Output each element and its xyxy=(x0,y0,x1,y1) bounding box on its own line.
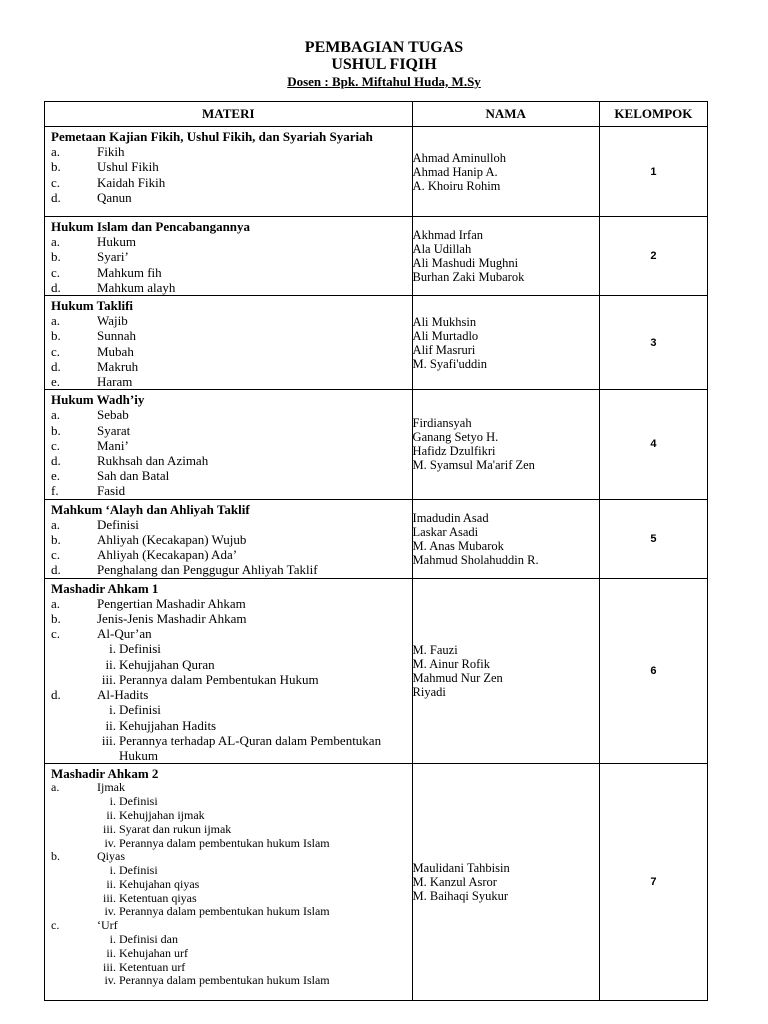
sub-item xyxy=(51,947,408,961)
sub-item-text: Perannya dalam pembentukan hukum Islam xyxy=(119,904,330,919)
list-item-letter: d. xyxy=(51,687,61,703)
sub-item xyxy=(51,892,408,906)
list-item xyxy=(51,611,408,626)
sub-item-text: Ketentuan qiyas xyxy=(119,890,197,905)
list-item-text: Sunnah xyxy=(97,328,136,344)
sub-item-text: Kehujjahan Quran xyxy=(119,656,215,672)
topic-title: Hukum Islam dan Pencabangannya xyxy=(51,219,251,234)
list-item-text: Ahliyah (Kecakapan) Wujub xyxy=(97,532,247,548)
group-number: 3 xyxy=(599,296,707,390)
names-cell xyxy=(412,127,599,217)
list-item-letter: b. xyxy=(51,159,61,175)
list-item xyxy=(51,453,408,468)
list-item xyxy=(51,781,408,795)
list-item-text: Ushul Fikih xyxy=(97,159,159,175)
sub-item xyxy=(51,641,408,656)
member-name: Maulidani Tahbisin xyxy=(412,861,510,876)
sub-item-text: Perannya dalam Pembentukan Hukum xyxy=(119,671,319,687)
sub-item-text: Definisi xyxy=(119,863,158,878)
table-row xyxy=(45,390,708,499)
member-name: Mahmud Nur Zen xyxy=(412,670,503,685)
list-item xyxy=(51,547,408,562)
list-item-text: Al-Qur’an xyxy=(97,626,152,642)
list-item-letter: b. xyxy=(51,611,61,627)
sub-item-numeral: i. xyxy=(109,794,116,809)
member-name: Akhmad Irfan xyxy=(412,228,484,242)
names-cell xyxy=(412,217,599,296)
sub-item-numeral: iii. xyxy=(101,671,116,687)
sub-item-numeral: iii. xyxy=(102,821,116,836)
list-item-letter: b. xyxy=(51,532,61,548)
list-item xyxy=(51,313,408,328)
materi-cell xyxy=(45,127,413,217)
table-body xyxy=(45,127,708,1001)
topic-title: Mashadir Ahkam 1 xyxy=(51,580,159,596)
sub-item-text: Kehujjahan ijmak xyxy=(119,807,205,822)
column-header-materi: MATERI xyxy=(45,102,413,127)
list-item xyxy=(51,483,408,498)
list-item-letter: b. xyxy=(51,328,61,344)
topic-title: Mashadir Ahkam 2 xyxy=(51,766,159,782)
sub-item-text: Kehujahan qiyas xyxy=(119,876,200,891)
list-item-letter: d. xyxy=(51,279,61,295)
group-number: 6 xyxy=(599,578,707,763)
column-header-kelompok: KELOMPOK xyxy=(599,102,707,127)
document-title: PEMBAGIAN TUGAS xyxy=(304,39,464,56)
list-item-text: Mubah xyxy=(97,343,134,359)
list-item-text: Hukum xyxy=(97,234,136,250)
list-item-text: Pengertian Mashadir Ahkam xyxy=(97,595,246,611)
list-item-letter: c. xyxy=(51,918,60,933)
member-name: M. Syamsul Ma'arif Zen xyxy=(412,458,535,473)
sub-item-numeral: i. xyxy=(109,702,116,718)
member-name: Firdiansyah xyxy=(412,416,472,431)
list-item-letter: c. xyxy=(51,437,61,453)
list-item xyxy=(51,407,408,422)
names-cell xyxy=(412,578,599,763)
topic-title: Hukum Wadh’iy xyxy=(51,392,145,408)
member-name: Ali Mukhsin xyxy=(412,314,477,329)
names-cell xyxy=(412,764,599,1001)
member-name: M. Anas Mubarok xyxy=(412,538,504,553)
sub-item xyxy=(51,672,408,687)
table-row xyxy=(45,499,708,578)
sub-item-numeral: ii. xyxy=(105,717,116,733)
group-number: 2 xyxy=(599,217,707,296)
list-item xyxy=(51,265,408,280)
list-item xyxy=(51,517,408,532)
member-name: Alif Masruri xyxy=(412,342,476,357)
list-item-letter: a. xyxy=(51,234,61,250)
table-row xyxy=(45,764,708,1001)
list-item-letter: d. xyxy=(51,453,61,469)
table-row xyxy=(45,296,708,390)
member-name: Ali Murtadlo xyxy=(412,328,479,343)
names-cell xyxy=(412,296,599,390)
sub-item-text: Perannya terhadap AL-Quran dalam Pembentukan Hukum xyxy=(119,732,382,763)
list-item xyxy=(51,159,408,174)
sub-item xyxy=(51,733,408,763)
list-item-letter: c. xyxy=(51,343,61,359)
list-item xyxy=(51,626,408,641)
table-row xyxy=(45,217,708,296)
sub-item-numeral: ii. xyxy=(106,876,116,891)
list-item-text: Syarat xyxy=(97,422,131,438)
group-number: 4 xyxy=(599,390,707,499)
materi-cell xyxy=(45,578,413,763)
list-item-letter: b. xyxy=(51,849,60,864)
sub-item-numeral: iii. xyxy=(101,732,116,748)
sub-item-text: Definisi xyxy=(119,702,161,718)
list-item-text: Rukhsah dan Azimah xyxy=(97,453,209,469)
list-item-letter: a. xyxy=(51,780,60,795)
names-cell xyxy=(412,390,599,499)
group-number: 7 xyxy=(599,764,707,1001)
sub-item-numeral: iii. xyxy=(102,959,116,974)
member-name: Ahmad Hanip A. xyxy=(412,164,498,179)
sub-item-numeral: i. xyxy=(109,932,116,947)
list-item xyxy=(51,374,408,389)
member-name: M. Baihaqi Syukur xyxy=(412,889,509,904)
materi-cell xyxy=(45,764,413,1001)
table-header-row xyxy=(45,102,708,127)
sub-item-text: Kehujjahan Hadits xyxy=(119,717,217,733)
table-row xyxy=(45,578,708,763)
sub-item-text: Definisi xyxy=(119,641,161,657)
list-item-letter: a. xyxy=(51,144,61,160)
list-item-text: Sah dan Batal xyxy=(97,468,170,484)
list-item xyxy=(51,850,408,864)
sub-item xyxy=(51,961,408,975)
sub-item-numeral: i. xyxy=(109,641,116,657)
list-item-text: Sebab xyxy=(97,407,129,423)
list-item xyxy=(51,423,408,438)
list-item-text: Definisi xyxy=(97,516,139,532)
list-item-text: Qanun xyxy=(97,189,132,205)
sub-item xyxy=(51,795,408,809)
list-item xyxy=(51,344,408,359)
list-item-letter: a. xyxy=(51,516,61,532)
list-item-letter: c. xyxy=(51,174,61,190)
member-name: A. Khoiru Rohim xyxy=(412,178,501,193)
list-item-letter: f. xyxy=(51,483,59,499)
materi-cell xyxy=(45,296,413,390)
group-number: 1 xyxy=(599,127,707,217)
list-item-letter: a. xyxy=(51,595,61,611)
list-item-text: Kaidah Fikih xyxy=(97,174,166,190)
sub-item-numeral: iv. xyxy=(104,904,116,919)
list-item xyxy=(51,562,408,577)
member-name: Ahmad Aminulloh xyxy=(412,150,506,165)
list-item-text: Wajib xyxy=(97,313,128,329)
member-name: M. Kanzul Asror xyxy=(412,875,497,890)
list-item-letter: b. xyxy=(51,422,61,438)
member-name: Hafidz Dzulfikri xyxy=(412,444,496,459)
list-item-text: Makruh xyxy=(97,358,139,374)
list-item-letter: c. xyxy=(51,547,61,563)
group-number: 5 xyxy=(599,499,707,578)
list-item-letter: d. xyxy=(51,189,61,205)
list-item-text: Qiyas xyxy=(97,849,125,864)
table-row xyxy=(45,127,708,217)
list-item xyxy=(51,328,408,343)
list-item xyxy=(51,280,408,295)
list-item xyxy=(51,438,408,453)
list-item-text: Al-Hadits xyxy=(97,687,149,703)
lecturer-line: Dosen : Bpk. Miftahul Huda, M.Sy xyxy=(287,74,481,89)
sub-item-text: Perannya dalam pembentukan hukum Islam xyxy=(119,973,330,988)
sub-item xyxy=(51,718,408,733)
names-cell xyxy=(412,499,599,578)
member-name: Ganang Setyo H. xyxy=(412,430,499,445)
list-item xyxy=(51,596,408,611)
topic-title: Hukum Taklifi xyxy=(51,298,134,314)
sub-item xyxy=(51,905,408,919)
list-item-letter: e. xyxy=(51,468,61,484)
sub-item xyxy=(51,823,408,837)
list-item-text: Mahkum fih xyxy=(97,264,162,280)
sub-item-numeral: iv. xyxy=(104,835,116,850)
sub-item-text: Ketentuan urf xyxy=(119,959,186,974)
list-item xyxy=(51,359,408,374)
member-name: Riyadi xyxy=(412,684,446,699)
list-item-letter: a. xyxy=(51,407,61,423)
list-item-letter: c. xyxy=(51,626,61,642)
member-name: Mahmud Sholahuddin R. xyxy=(412,552,539,567)
list-item xyxy=(51,468,408,483)
sub-item xyxy=(51,657,408,672)
materi-cell xyxy=(45,499,413,578)
column-header-nama: NAMA xyxy=(412,102,599,127)
assignment-table xyxy=(44,101,708,1001)
list-item xyxy=(51,175,408,190)
member-name: M. Fauzi xyxy=(412,642,458,657)
member-name: M. Ainur Rofik xyxy=(412,656,490,671)
topic-title: Mahkum ‘Alayh dan Ahliyah Taklif xyxy=(51,501,250,517)
list-item-text: Mahkum alayh xyxy=(97,279,176,295)
list-item xyxy=(51,687,408,702)
sub-item-text: Perannya dalam pembentukan hukum Islam xyxy=(119,835,330,850)
list-item-text: Syari’ xyxy=(97,249,129,265)
member-name: Laskar Asadi xyxy=(412,524,479,539)
sub-item-numeral: ii. xyxy=(106,807,116,822)
list-item-text: Ahliyah (Kecakapan) Ada’ xyxy=(97,547,238,563)
list-item-text: Fikih xyxy=(97,144,125,160)
sub-item-numeral: ii. xyxy=(106,945,116,960)
list-item xyxy=(51,919,408,933)
sub-item-numeral: iii. xyxy=(102,890,116,905)
list-item-text: Ijmak xyxy=(97,780,125,795)
sub-item-numeral: i. xyxy=(109,863,116,878)
list-item-letter: e. xyxy=(51,374,61,390)
member-name: Ala Udillah xyxy=(412,242,472,256)
sub-item-text: Definisi dan xyxy=(119,932,178,947)
sub-item xyxy=(51,837,408,851)
list-item-text: ‘Urf xyxy=(97,918,118,933)
list-item xyxy=(51,144,408,159)
sub-item-text: Kehujahan urf xyxy=(119,945,188,960)
list-item-text: Penghalang dan Penggugur Ahliyah Taklif xyxy=(97,562,318,578)
member-name: Ali Mashudi Mughni xyxy=(412,256,519,270)
sub-item-numeral: ii. xyxy=(105,656,116,672)
topic-title: Pemetaan Kajian Fikih, Ushul Fikih, dan Syariah Syariah xyxy=(51,129,373,144)
list-item-letter: d. xyxy=(51,562,61,578)
sub-item-numeral: iv. xyxy=(104,973,116,988)
sub-item-text: Syarat dan rukun ijmak xyxy=(119,821,232,836)
sub-item xyxy=(51,878,408,892)
member-name: Burhan Zaki Mubarok xyxy=(412,270,525,284)
member-name: Imadudin Asad xyxy=(412,510,489,525)
document-subtitle: USHUL FIQIH xyxy=(331,56,437,73)
list-item-text: Fasid xyxy=(97,483,126,499)
list-item-letter: d. xyxy=(51,358,61,374)
list-item xyxy=(51,234,408,249)
materi-cell xyxy=(45,217,413,296)
list-item xyxy=(51,190,408,205)
sub-item xyxy=(51,974,408,988)
materi-cell xyxy=(45,390,413,499)
list-item xyxy=(51,249,408,264)
sub-item xyxy=(51,933,408,947)
sub-item-text: Definisi xyxy=(119,794,158,809)
list-item-letter: a. xyxy=(51,313,61,329)
list-item-letter: c. xyxy=(51,264,61,280)
list-item-text: Haram xyxy=(97,374,133,390)
list-item-letter: b. xyxy=(51,249,61,265)
list-item xyxy=(51,532,408,547)
list-item-text: Mani’ xyxy=(97,437,129,453)
sub-item xyxy=(51,809,408,823)
document-header xyxy=(0,39,768,90)
sub-item xyxy=(51,864,408,878)
list-item-text: Jenis-Jenis Mashadir Ahkam xyxy=(97,611,247,627)
sub-item xyxy=(51,702,408,717)
member-name: M. Syafi'uddin xyxy=(412,356,488,371)
